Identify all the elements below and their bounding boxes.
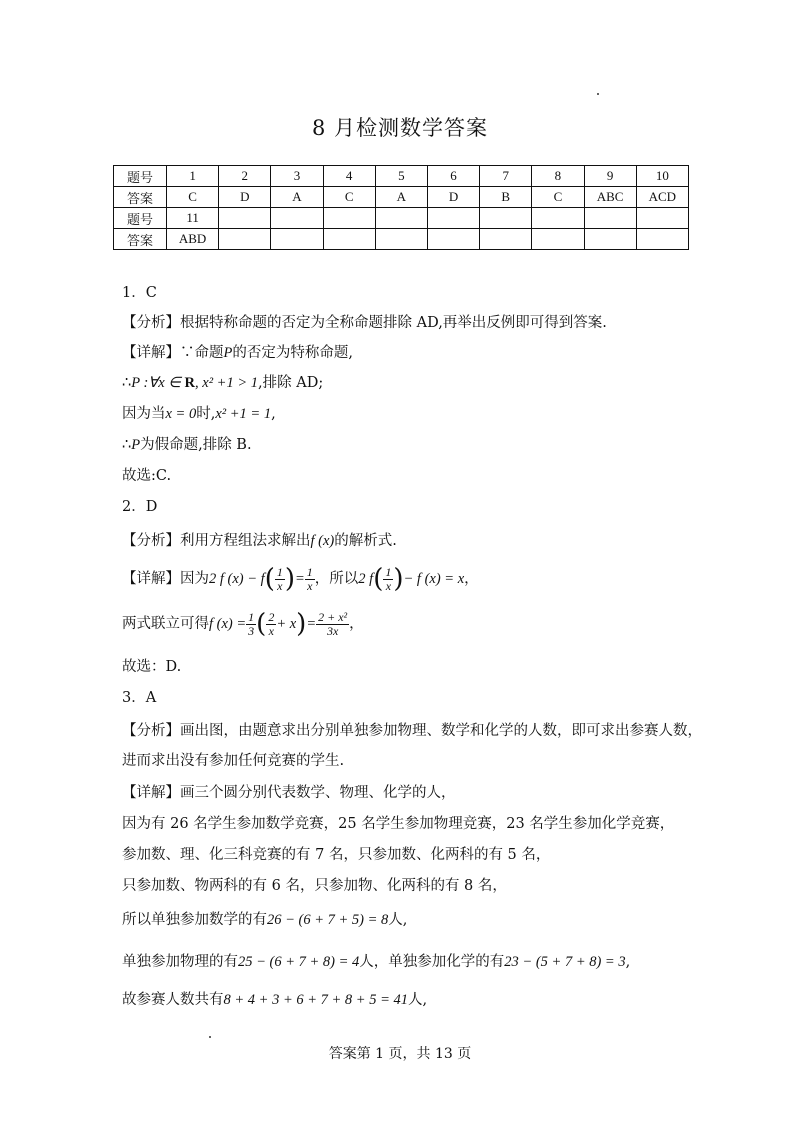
table-cell [480,208,532,229]
fraction: $\frac{1}{x}$ [306,564,313,593]
q2-choice: 故选：D. [122,659,182,675]
fraction: $\frac{\text{2 + x²}}{3x}$ [318,609,348,638]
table-row [114,229,689,250]
analysis-tag: 【分析】 [122,723,180,739]
q3-analysis: 【分析】画出图，由题意求出分别单独参加物理、数学和化学的人数，即可求出参赛人数， [122,723,702,739]
table-cell [323,229,375,250]
detail-tag: 【详解】 [122,345,180,361]
table-cell [219,229,271,250]
q3-line: 只参加数、物两科的有 6 名，只参加物、化两科的有 8 名， [122,878,507,894]
table-cell: C [167,187,219,208]
table-cell: D [219,187,271,208]
table-cell [271,229,323,250]
table-row [114,208,689,229]
q2-detail: 【详解】因为2 f (x) − f( $\frac{1}{x}$ )= $\frac{1}{x}$ ，所以2 f( $\frac{1}{x}$ )− f (x) = x， [122,564,479,594]
q3-line: 参加数、理、化三科竞赛的有 7 名，只参加数、化两科的有 5 名， [122,847,551,863]
table-cell: 5 [375,166,427,187]
table-cell [636,229,688,250]
page-footer: 答案第 1 页，共 13 页 [328,1046,472,1062]
table-cell: 6 [427,166,479,187]
table-cell: 7 [480,166,532,187]
analysis-tag: 【分析】 [122,533,180,549]
fraction: $\frac{1}{3}$ [248,609,255,638]
fraction: $\frac{2}{x}$ [268,609,275,638]
q3-heading: 3．A [122,690,157,706]
table-cell: 1 [167,166,219,187]
q2-heading: 2．D [122,499,158,515]
table-cell: A [375,187,427,208]
table-cell: B [480,187,532,208]
page-title: 8 月检测数学答案 [311,116,489,140]
table-cell [427,229,479,250]
q1-heading: 1．C [122,285,157,301]
table-cell: C [532,187,584,208]
q3-detail: 【详解】画三个圆分别代表数学、物理、化学的人， [122,785,456,801]
detail-tag: 【详解】 [122,571,180,587]
q2-analysis: 【分析】利用方程组法求解出f (x)的解析式. [122,533,397,549]
scan-speck [597,93,599,95]
scan-speck [209,1036,211,1038]
fraction: $\frac{1}{x}$ [276,564,283,593]
q1-detail: 【详解】∵命题P的否定为特称命题, [122,345,353,361]
row-header-cell: 答案 [114,187,167,208]
detail-tag: 【详解】 [122,785,180,801]
table-cell: D [427,187,479,208]
table-cell: 4 [323,166,375,187]
table-cell [480,229,532,250]
table-cell [219,208,271,229]
table-cell: ABC [584,187,636,208]
answer-table [113,165,689,250]
q3-line-math: 单独参加物理的有25 − (6 + 7 + 8) = 4人，单独参加化学的有23 − (5 + 7 + 8) = 3, [122,954,631,970]
q3-line-math: 所以单独参加数学的有26 − (6 + 7 + 5) = 8人, [122,912,408,928]
table-row [114,187,689,208]
table-cell: 11 [167,208,219,229]
row-header-cell: 题号 [114,208,167,229]
table-cell: 3 [271,166,323,187]
table-cell [584,208,636,229]
table-cell: A [271,187,323,208]
q3-line-math: 故参赛人数共有8 + 4 + 3 + 6 + 7 + 8 + 5 = 41人, [122,992,428,1008]
q3-line: 因为有 26 名学生参加数学竞赛，25 名学生参加物理竞赛，23 名学生参加化学竞赛， [122,816,675,832]
q1-line-counterexample: 因为当x = 0时,x² +1 = 1, [122,406,276,422]
table-cell [532,208,584,229]
q3-analysis-cont: 进而求出没有参加任何竞赛的学生. [122,753,345,769]
q1-line-negation: ∴P :∀x ∈ R, x² +1 > 1,排除 AD; [122,375,324,391]
table-cell: ABD [167,229,219,250]
table-cell: C [323,187,375,208]
table-cell [636,208,688,229]
table-cell: 8 [532,166,584,187]
table-cell [375,229,427,250]
q1-line-conclusion: ∴P为假命题,排除 B. [122,437,252,453]
table-cell [323,208,375,229]
table-cell [584,229,636,250]
table-row [114,166,689,187]
table-cell [427,208,479,229]
row-header-cell: 答案 [114,229,167,250]
table-cell [271,208,323,229]
q1-choice: 故选:C. [122,468,172,484]
table-cell: 10 [636,166,688,187]
q1-analysis: 【分析】根据特称命题的否定为全称命题排除 AD,再举出反例即可得到答案. [122,315,607,331]
analysis-tag: 【分析】 [122,315,180,331]
table-cell: 9 [584,166,636,187]
table-cell: 2 [219,166,271,187]
fraction: $\frac{1}{x}$ [385,564,392,593]
table-cell [375,208,427,229]
q2-solution: 两式联立可得f (x) = $\frac{1}{3}$ ( $\frac{2}{x}$ + x)= $\frac{\text{2 + x²}}{3x}$ ， [122,609,364,639]
row-header-cell: 题号 [114,166,167,187]
table-cell: ACD [636,187,688,208]
table-cell [532,229,584,250]
